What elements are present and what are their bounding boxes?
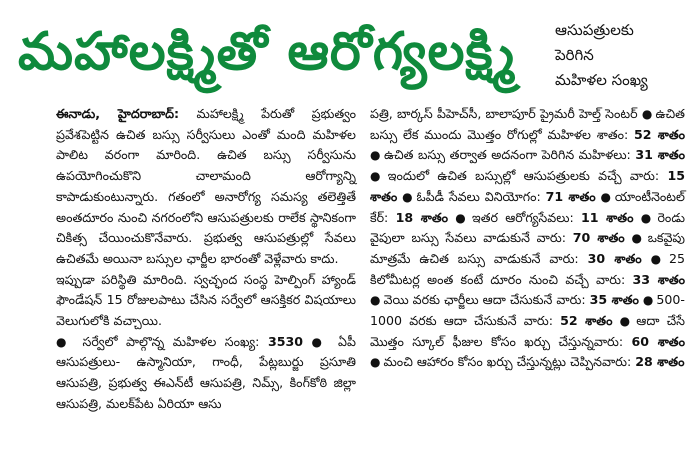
stat-value: 15 శాతం [370,168,685,204]
headline: మహాలక్ష్మితో ఆరోగ్యలక్ష్మి [18,22,516,82]
stat-value: 35 శాతం [589,292,639,308]
stat-value: 31 శాతం [635,147,685,163]
bullet-icon: ● [402,189,414,204]
stat-label: ఇందులో ఉచిత బస్సుల్లో ఆసుపత్రులకు వచ్చే వారు: [387,168,660,184]
stat-label: 25 కిలోమీటర్ల అంత కంటే దూరం నుంచి వచ్చే వారు: [370,250,685,287]
bullet-icon: ● [56,334,71,349]
dateline: ఈనాడు, హైదరాబాద్: [56,106,180,121]
kicker-line: మహిళల సంఖ్య [555,71,648,89]
stat-value: 28 శాతం [635,354,685,370]
kicker-line: పెరిగిన [555,46,594,64]
article-column-2 [370,104,685,373]
stat-label: ఉచిత బస్సు లేక ముందు మొత్తం రోగుల్లో మహిళల శాతం: [370,106,685,142]
stat-label: ఉచిత బస్సు తర్వాత అదనంగా పెరిగిన మహిళలు: [383,147,631,163]
bullet-icon: ● [370,148,381,163]
stat-label: రెండు వైపులా బస్సు సేవలు వాడుకునే వారు: [370,209,685,246]
paragraph-stats [370,104,685,373]
stat-value: 52 శాతం [560,313,613,329]
bullet-icon: ● [370,169,385,184]
paragraph-text: మహాలక్ష్మి పేరుతో ప్రభుత్వం ప్రవేశపెట్టిన ఉచిత బస్సు సర్వీసులు ఎంతో మంది మహిళల పాలిట వరంగా మారింది. ఉచిత బస్సు సర్వీసును ఉపయోగించుకొని చాలామంది ఆరోగ్యాన్ని కాపాడుకుంటున్నారు. గతంలో అనారోగ్య సమస్య తలెత్తితే అంతదూరం నుంచి నగరంలోని ఆసుపత్రులకు రాలేక స్థానికంగా చికిత్స చేయించుకొనేవారు. ప్రభుత్వ ఆసుపత్రుల్లో సేవలు ఉచితమే అయినా బస్సుల ఛార్జీల భారంతో వెళ్లేవారు కాదు. [56,106,357,266]
stat-label: మంచి ఆహారం కోసం ఖర్చు చేస్తున్నట్లు చెప్పినవారు: [383,354,632,370]
stat-value: 70 శాతం [572,230,625,246]
kicker-line: ఆసుపత్రులకు [555,21,634,39]
stat-value: 71 శాతం [545,188,596,204]
stat-value: 11 శాతం [581,209,634,225]
bullet-icon: ● [619,314,634,329]
stat-label: యాంటీనెంటల్ కేర్: [370,188,685,225]
stat-value: 33 శాతం [632,271,685,287]
stat-value: 30 శాతం [587,250,642,266]
bullet-icon: ● [455,210,470,225]
stat-label: ఒకవైపు మాత్రమే ఉచిత బస్సు వాడుకునే వారు: [370,230,685,266]
paragraph-text: ఏపీ ఆసుపత్రులు- ఉస్మానియా, గాంధీ, పేట్లబుర్జు ప్రసూతి ఆసుపత్రి, ప్రభుత్వ ఈఎన్‌టీ ఆసుపత్రి, నిమ్స్, కింగ్‌కోఠి జిల్లా ఆసుపత్రి, మలక్‌పేట ఏరియా ఆసు [56,333,356,411]
bullet-icon: ● [311,334,327,349]
stat-value: 60 శాతం [631,333,685,349]
stat-label: సర్వేలో పాల్గొన్న మహిళల సంఖ్య: [82,333,260,349]
stat-value: 52 శాతం [634,126,686,142]
bullet-icon: ● [631,231,645,246]
article-column-1 [56,104,356,415]
stat-label: 500-1000 వరకు ఆదా చేసుకునే వారు: [370,292,685,329]
paragraph-text: ఇప్పుడా పరిస్థితి మారింది. స్వచ్ఛంద సంస్థ హెల్పింగ్ హ్యాండ్ ఫౌండేషన్ 15 రోజులపాటు చేసిన సర్వేలో ఆసక్తికర విషయాలు వెలుగులోకి వచ్చాయి. [56,271,356,329]
stat-label: ఇతర ఆరోగ్యసేవలు: [472,209,574,225]
stat-label: వెయి వరకు ఛార్జీలు ఆదా చేసుకునే వారు: [383,292,586,308]
bullet-icon: ● [642,293,654,308]
bullet-icon: ● [370,293,381,308]
stat-label: ఆదా చేసే మొత్తం స్కూల్ ఫీజుల కోసం ఖర్చు చేస్తున్నవారు: [370,313,685,349]
divider [0,98,700,100]
stat-value: 18 శాతం [395,209,449,225]
bullet-icon: ● [600,189,612,204]
bullet-icon: ● [370,355,381,370]
paragraph-1 [56,104,356,270]
paragraph-3 [56,332,356,415]
stat-label: ఓపీడీ సేవలు వినియోగం: [416,188,541,204]
paragraph-2 [56,270,356,332]
bullet-icon: ● [641,107,653,121]
bullet-icon: ● [640,210,655,225]
paragraph-text: పత్రి, బార్కస్ పీహెచ్‌సీ, బాలాపూర్ ప్రైమరీ హెల్త్ సెంటర్ [370,106,638,121]
stat-value: 3530 [267,333,303,349]
kicker [555,18,690,93]
bullet-icon: ● [650,251,666,266]
